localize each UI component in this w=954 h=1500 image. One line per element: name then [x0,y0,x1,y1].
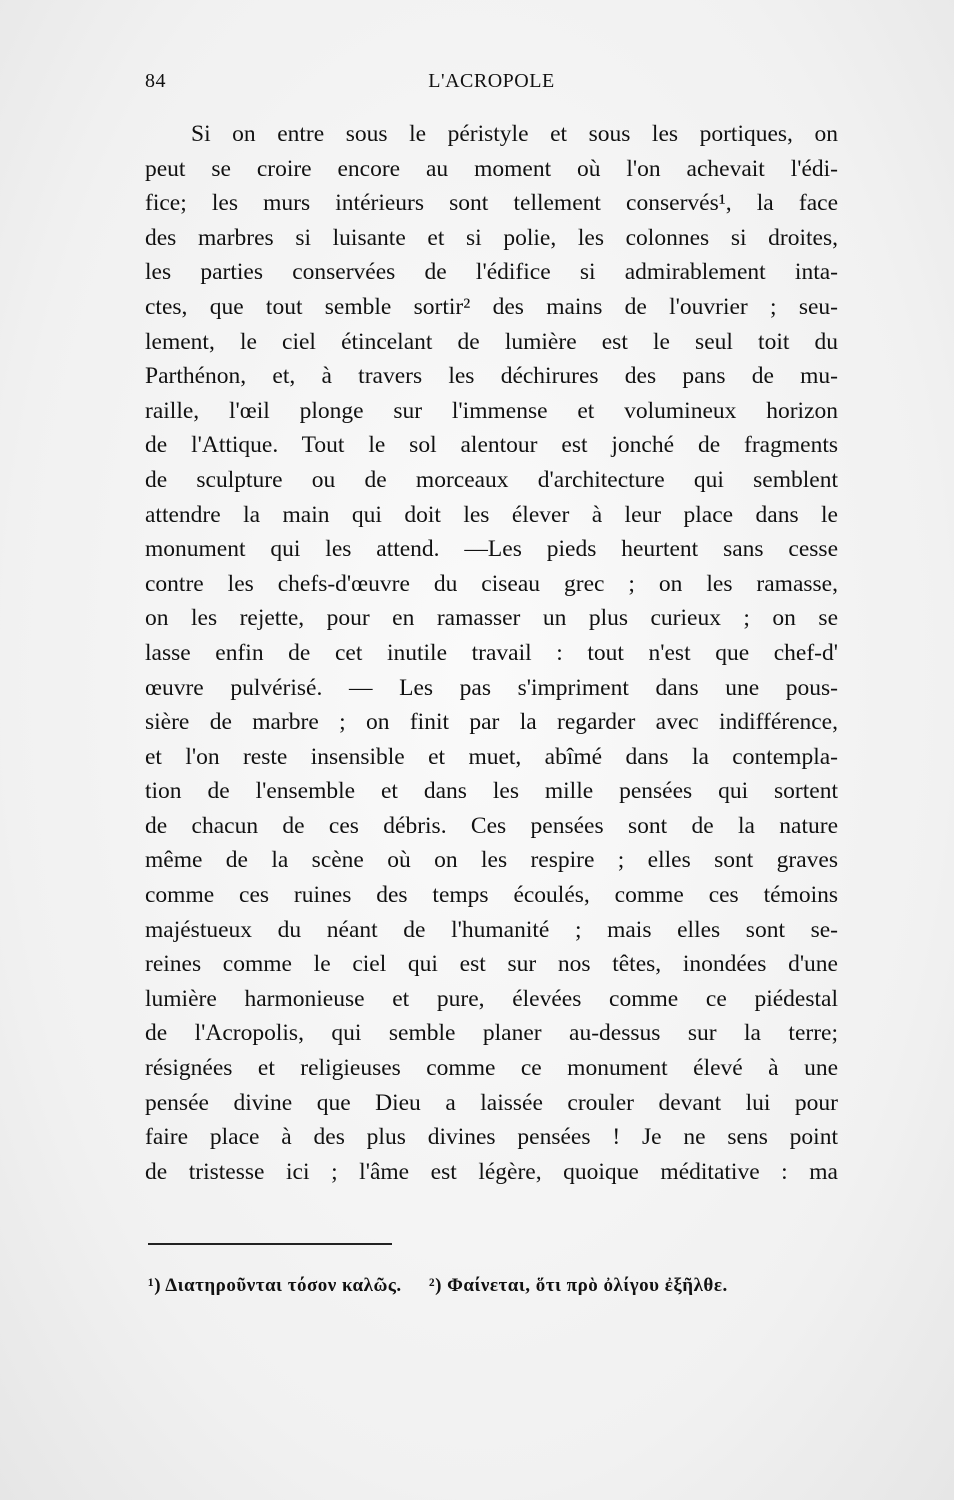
text-line: tion de l'ensemble et dans les mille pensées qui sortent [145,778,838,805]
text-line: les parties conservées de l'édifice si admirablement inta- [145,259,838,286]
text-line: lumière harmonieuse et pure, élevées comme ce piédestal [145,985,838,1012]
text-line: de chacun de ces débris. Ces pensées sont de la nature [145,812,838,839]
text-line: fice; les murs intérieurs sont tellement conservés¹, la face [145,190,838,217]
text-line: raille, l'œil plonge sur l'immense et volumineux horizon [145,397,838,424]
page-number: 84 [145,70,166,92]
page-header [145,70,838,100]
text-line: peut se croire encore au moment où l'on achevait l'édi- [145,155,838,182]
text-line: Parthénon, et, à travers les déchirures des pans de mu- [145,363,838,390]
text-line: ctes, que tout semble sortir² des mains de l'ouvrier ; seu- [145,293,838,320]
footnotes [148,1275,838,1297]
text-line: lement, le ciel étincelant de lumière est le seul toit du [145,328,838,355]
text-line: de sculpture ou de morceaux d'architecture qui semblent [145,466,838,493]
text-line: reines comme le ciel qui est sur nos têtes, inondées d'une [145,951,838,978]
text-line: contre les chefs-d'œuvre du ciseau grec ; on les ramasse, [145,570,838,597]
text-line: des marbres si luisante et si polie, les colonnes si droites, [145,224,838,251]
text-line: majéstueux du néant de l'humanité ; mais elles sont se- [145,916,838,943]
text-line: attendre la main qui doit les élever à leur place dans le [145,501,838,528]
text-line: monument qui les attend. —Les pieds heurtent sans cesse [145,536,838,563]
text-line: et l'on reste insensible et muet, abîmé dans la contempla- [145,743,838,770]
text-line: sière de marbre ; on finit par la regarder avec indifférence, [145,709,838,736]
text-line: œuvre pulvérisé. — Les pas s'impriment dans une pous- [145,674,838,701]
footnote-divider [148,1243,392,1245]
footnote-2: ²) Φαίνεται, ὅτι πρὸ ὀλίγου ἐξῆλθε. [428,1275,728,1296]
text-line: même de la scène où on les respire ; elles sont graves [145,847,838,874]
text-line: de l'Acropolis, qui semble planer au-dessus sur la terre; [145,1020,838,1047]
text-line: faire place à des plus divines pensées ! Je ne sens point [145,1124,838,1151]
text-line: on les rejette, pour en ramasser un plus curieux ; on se [145,605,838,632]
footnote-1: ¹) Διατηροῦνται τόσον καλῶς. [148,1275,402,1296]
text-line: Si on entre sous le péristyle et sous les portiques, on [191,121,838,147]
text-line: comme ces ruines des temps écoulés, comme ces témoins [145,882,838,909]
text-line: de l'Attique. Tout le sol alentour est jonché de fragments [145,432,838,459]
text-line: résignées et religieuses comme ce monument élevé à une [145,1055,838,1082]
text-line: de tristesse ici ; l'âme est légère, quoique méditative : ma [145,1158,838,1185]
running-title: L'ACROPOLE [428,70,555,92]
body-paragraph [145,117,838,1189]
text-line: lasse enfin de cet inutile travail : tout n'est que chef-d' [145,639,838,666]
text-line: pensée divine que Dieu a laissée crouler devant lui pour [145,1089,838,1116]
